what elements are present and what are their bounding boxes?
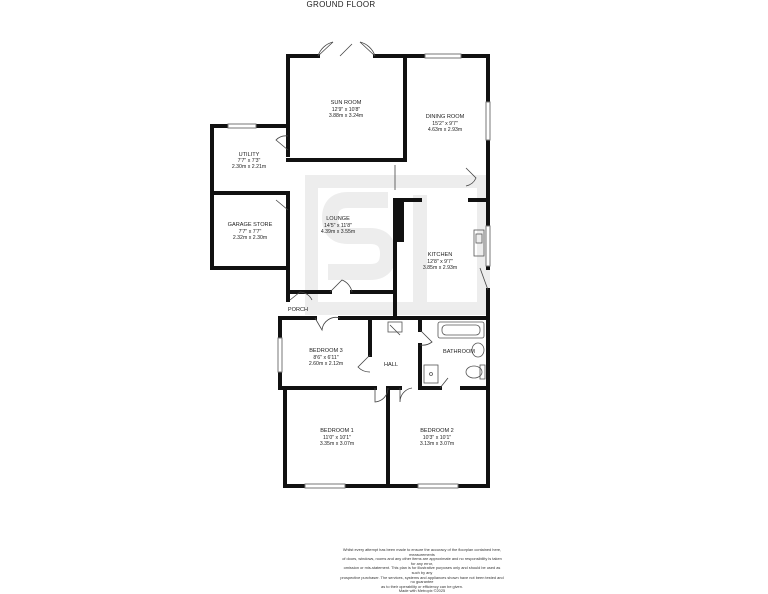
dining-room-imperial: 15'2" x 9'7" — [432, 121, 458, 127]
kitchen-name: KITCHEN — [427, 252, 453, 258]
disclaimer-line: Whilst every attempt has been made to ensure the accuracy of the floorplan contained here, measurements — [342, 547, 502, 557]
bathroom-name: BATHROOM — [443, 349, 475, 355]
bedroom-2-imperial: 10'3" x 10'1" — [422, 435, 452, 441]
watermark-logo — [305, 175, 490, 315]
utility-metric: 2.30m x 2.21m — [231, 164, 267, 170]
disclaimer — [340, 548, 504, 594]
shower-tray — [424, 365, 438, 383]
chimney-breast — [395, 200, 404, 242]
sun-room-metric: 3.88m x 3.24m — [328, 113, 364, 119]
sun-room-imperial: 12'9" x 10'8" — [331, 107, 361, 113]
bath-tub — [438, 322, 484, 338]
floor-title: GROUND FLOOR — [306, 0, 376, 9]
toilet — [466, 365, 485, 379]
dining-room-metric: 4.63m x 2.93m — [427, 127, 463, 133]
lounge-metric: 4.39m x 3.55m — [320, 229, 356, 235]
kitchen-metric: 3.85m x 2.93m — [422, 265, 458, 271]
bedroom-1-imperial: 11'0" x 10'1" — [322, 435, 352, 441]
bedroom-3-metric: 2.60m x 2.12m — [308, 361, 344, 367]
lounge-name: LOUNGE — [326, 216, 350, 222]
garage-store-metric: 2.32m x 2.30m — [232, 235, 268, 241]
disclaimer-line: prospective purchaser. The services, systems and appliances shown have not been tested and no guarantee — [340, 574, 504, 585]
bedroom-3-name: BEDROOM 3 — [309, 348, 343, 354]
garage-store-imperial: 7'7" x 7'7" — [238, 229, 262, 235]
bedroom-2-metric: 3.13m x 3.07m — [419, 441, 455, 447]
hall-name: HALL — [384, 362, 398, 368]
sun-room-name: SUN ROOM — [330, 100, 362, 106]
bedroom-2-name: BEDROOM 2 — [420, 428, 454, 434]
french-doors — [318, 42, 375, 56]
dining-room-name: DINING ROOM — [425, 114, 465, 120]
disclaimer-line: of doors, windows, rooms and any other items are approximate and no responsibility is taken for any error, — [342, 556, 502, 566]
disclaimer-line: Made with Metropix ©2025 — [398, 588, 446, 594]
garage-store-name: GARAGE STORE — [227, 222, 273, 228]
bedroom-1-metric: 3.35m x 3.07m — [319, 441, 355, 447]
disclaimer-line: as to their operability or efficiency can be given. — [381, 583, 463, 589]
lounge-imperial: 14'5" x 11'8" — [323, 223, 353, 229]
utility-imperial: 7'7" x 7'3" — [237, 158, 261, 164]
bedroom-3-imperial: 8'6" x 6'11" — [313, 355, 339, 361]
kitchen-imperial: 12'8" x 9'7" — [427, 259, 453, 265]
porch-name: PORCH — [287, 307, 309, 313]
utility-name: UTILITY — [238, 152, 260, 158]
disclaimer-line: omission or mis-statement. This plan is for illustrative purposes only and should be used as such by any — [343, 565, 501, 575]
bedroom-1-name: BEDROOM 1 — [320, 428, 354, 434]
